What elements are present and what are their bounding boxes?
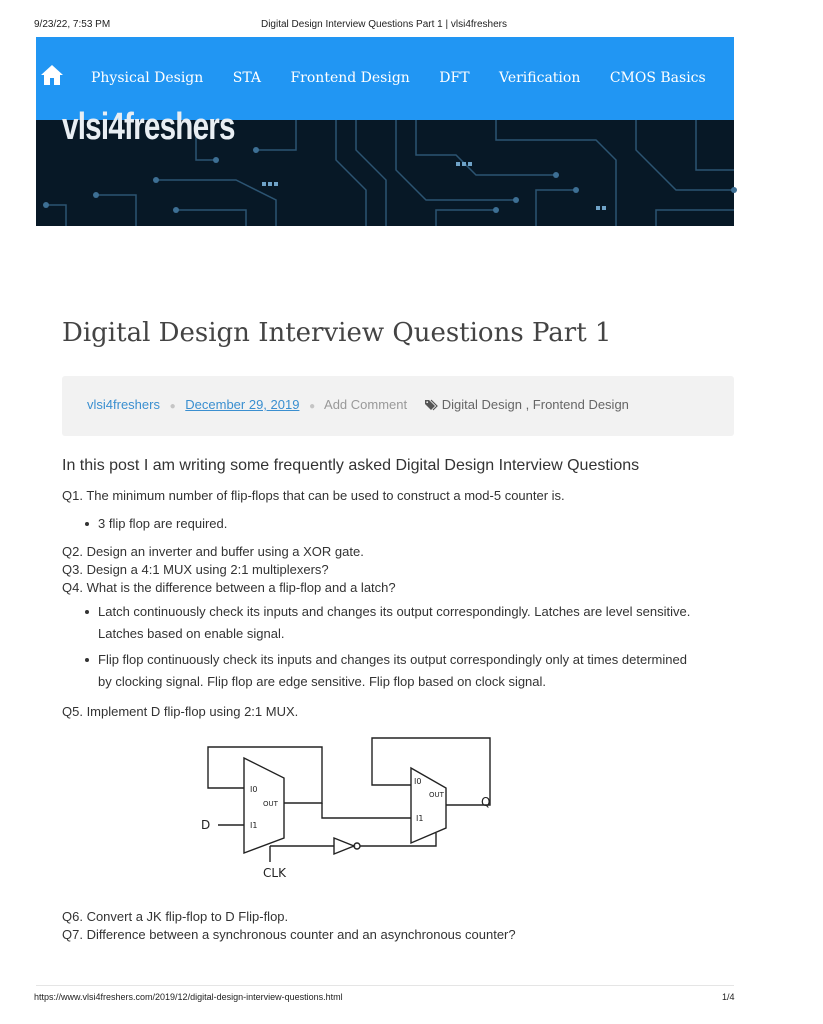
site-brand[interactable]: vlsi4freshers bbox=[62, 106, 235, 148]
question-7: Q7. Difference between a synchronous counter and an asynchronous counter? bbox=[62, 927, 516, 942]
answer-4a-line-2: Latches based on enable signal. bbox=[98, 626, 285, 641]
nav-item-dft[interactable]: DFT bbox=[439, 70, 470, 86]
tags-icon bbox=[425, 399, 439, 411]
print-page-number: 1/4 bbox=[722, 992, 735, 1002]
print-url: https://www.vlsi4freshers.com/2019/12/digital-design-interview-questions.html bbox=[34, 992, 343, 1002]
add-comment-link[interactable]: Add Comment bbox=[324, 397, 408, 412]
category-link-digital-design[interactable]: Digital Design bbox=[441, 397, 522, 412]
home-icon[interactable] bbox=[40, 64, 64, 86]
print-title: Digital Design Interview Questions Part 1 | vlsi4freshers bbox=[260, 19, 508, 30]
mux-1-input-0-label: I0 bbox=[250, 785, 258, 794]
post-author-link[interactable]: vlsi4freshers bbox=[87, 397, 160, 412]
site-banner bbox=[36, 106, 734, 226]
answer-4-bullet-latch bbox=[62, 601, 734, 645]
post-title: Digital Design Interview Questions Part 1 bbox=[62, 318, 612, 348]
answer-1-text: 3 flip flop are required. bbox=[98, 516, 228, 531]
answer-1-bullet bbox=[62, 513, 734, 535]
nav-item-linux-basics[interactable]: Linux Ba bbox=[735, 70, 798, 86]
question-4: Q4. What is the difference between a flip-flop and a latch? bbox=[62, 580, 396, 595]
meta-separator-dot: ● bbox=[309, 401, 316, 412]
mux-2-input-0-label: I0 bbox=[414, 777, 422, 786]
mux-2-input-1-label: I1 bbox=[416, 814, 424, 823]
category-link-frontend-design[interactable]: Frontend Design bbox=[532, 397, 629, 412]
post-content bbox=[62, 457, 734, 721]
nav-item-cmos-basics[interactable]: CMOS Basics bbox=[609, 70, 706, 86]
mux-dff-circuit-diagram bbox=[200, 735, 500, 885]
answer-4b-line-2: by clocking signal. Flip flop are edge sensitive. Flip flop based on clock signal. bbox=[98, 674, 547, 689]
post-date-link[interactable]: December 29, 2019 bbox=[185, 397, 300, 412]
question-5: Q5. Implement D flip-flop using 2:1 MUX. bbox=[62, 704, 299, 719]
nav-menu bbox=[91, 70, 823, 86]
print-header bbox=[0, 0, 768, 37]
clk-label: CLK bbox=[263, 866, 286, 880]
post-content-continued bbox=[62, 908, 734, 944]
post-intro: In this post I am writing some frequently asked Digital Design Interview Questions bbox=[62, 457, 640, 474]
answer-4-bullet-flipflop bbox=[62, 649, 734, 693]
question-2: Q2. Design an inverter and buffer using a XOR gate. bbox=[62, 544, 364, 559]
d-input-label: D bbox=[201, 818, 211, 832]
nav-item-frontend-design[interactable]: Frontend Design bbox=[290, 70, 410, 86]
mux-2-output-label: OUT bbox=[429, 791, 444, 799]
print-timestamp: 9/23/22, 7:53 PM bbox=[34, 19, 111, 30]
mux-1-output-label: OUT bbox=[263, 800, 278, 808]
answer-4b-line-1: Flip flop continuously check its inputs and changes its output correspondingly only at times determined bbox=[98, 652, 687, 667]
answer-4a-line-1: Latch continuously check its inputs and changes its output correspondingly. Latches are level sensitive. bbox=[98, 604, 691, 619]
site-header bbox=[36, 37, 798, 226]
question-6: Q6. Convert a JK flip-flop to D Flip-flop. bbox=[62, 909, 289, 924]
q-output-label: Q bbox=[481, 795, 491, 809]
footer-divider bbox=[36, 985, 734, 986]
nav-item-physical-design[interactable]: Physical Design bbox=[91, 70, 204, 86]
meta-separator-dot: ● bbox=[169, 401, 176, 412]
question-1: Q1. The minimum number of flip-flops that can be used to construct a mod-5 counter is. bbox=[62, 488, 565, 503]
question-3: Q3. Design a 4:1 MUX using 2:1 multiplexers? bbox=[62, 562, 329, 577]
post-meta-bar bbox=[62, 376, 734, 436]
mux-1-input-1-label: I1 bbox=[250, 821, 258, 830]
nav-item-verification[interactable]: Verification bbox=[499, 70, 581, 86]
nav-item-sta[interactable]: STA bbox=[232, 70, 262, 86]
category-separator: , bbox=[521, 397, 533, 412]
